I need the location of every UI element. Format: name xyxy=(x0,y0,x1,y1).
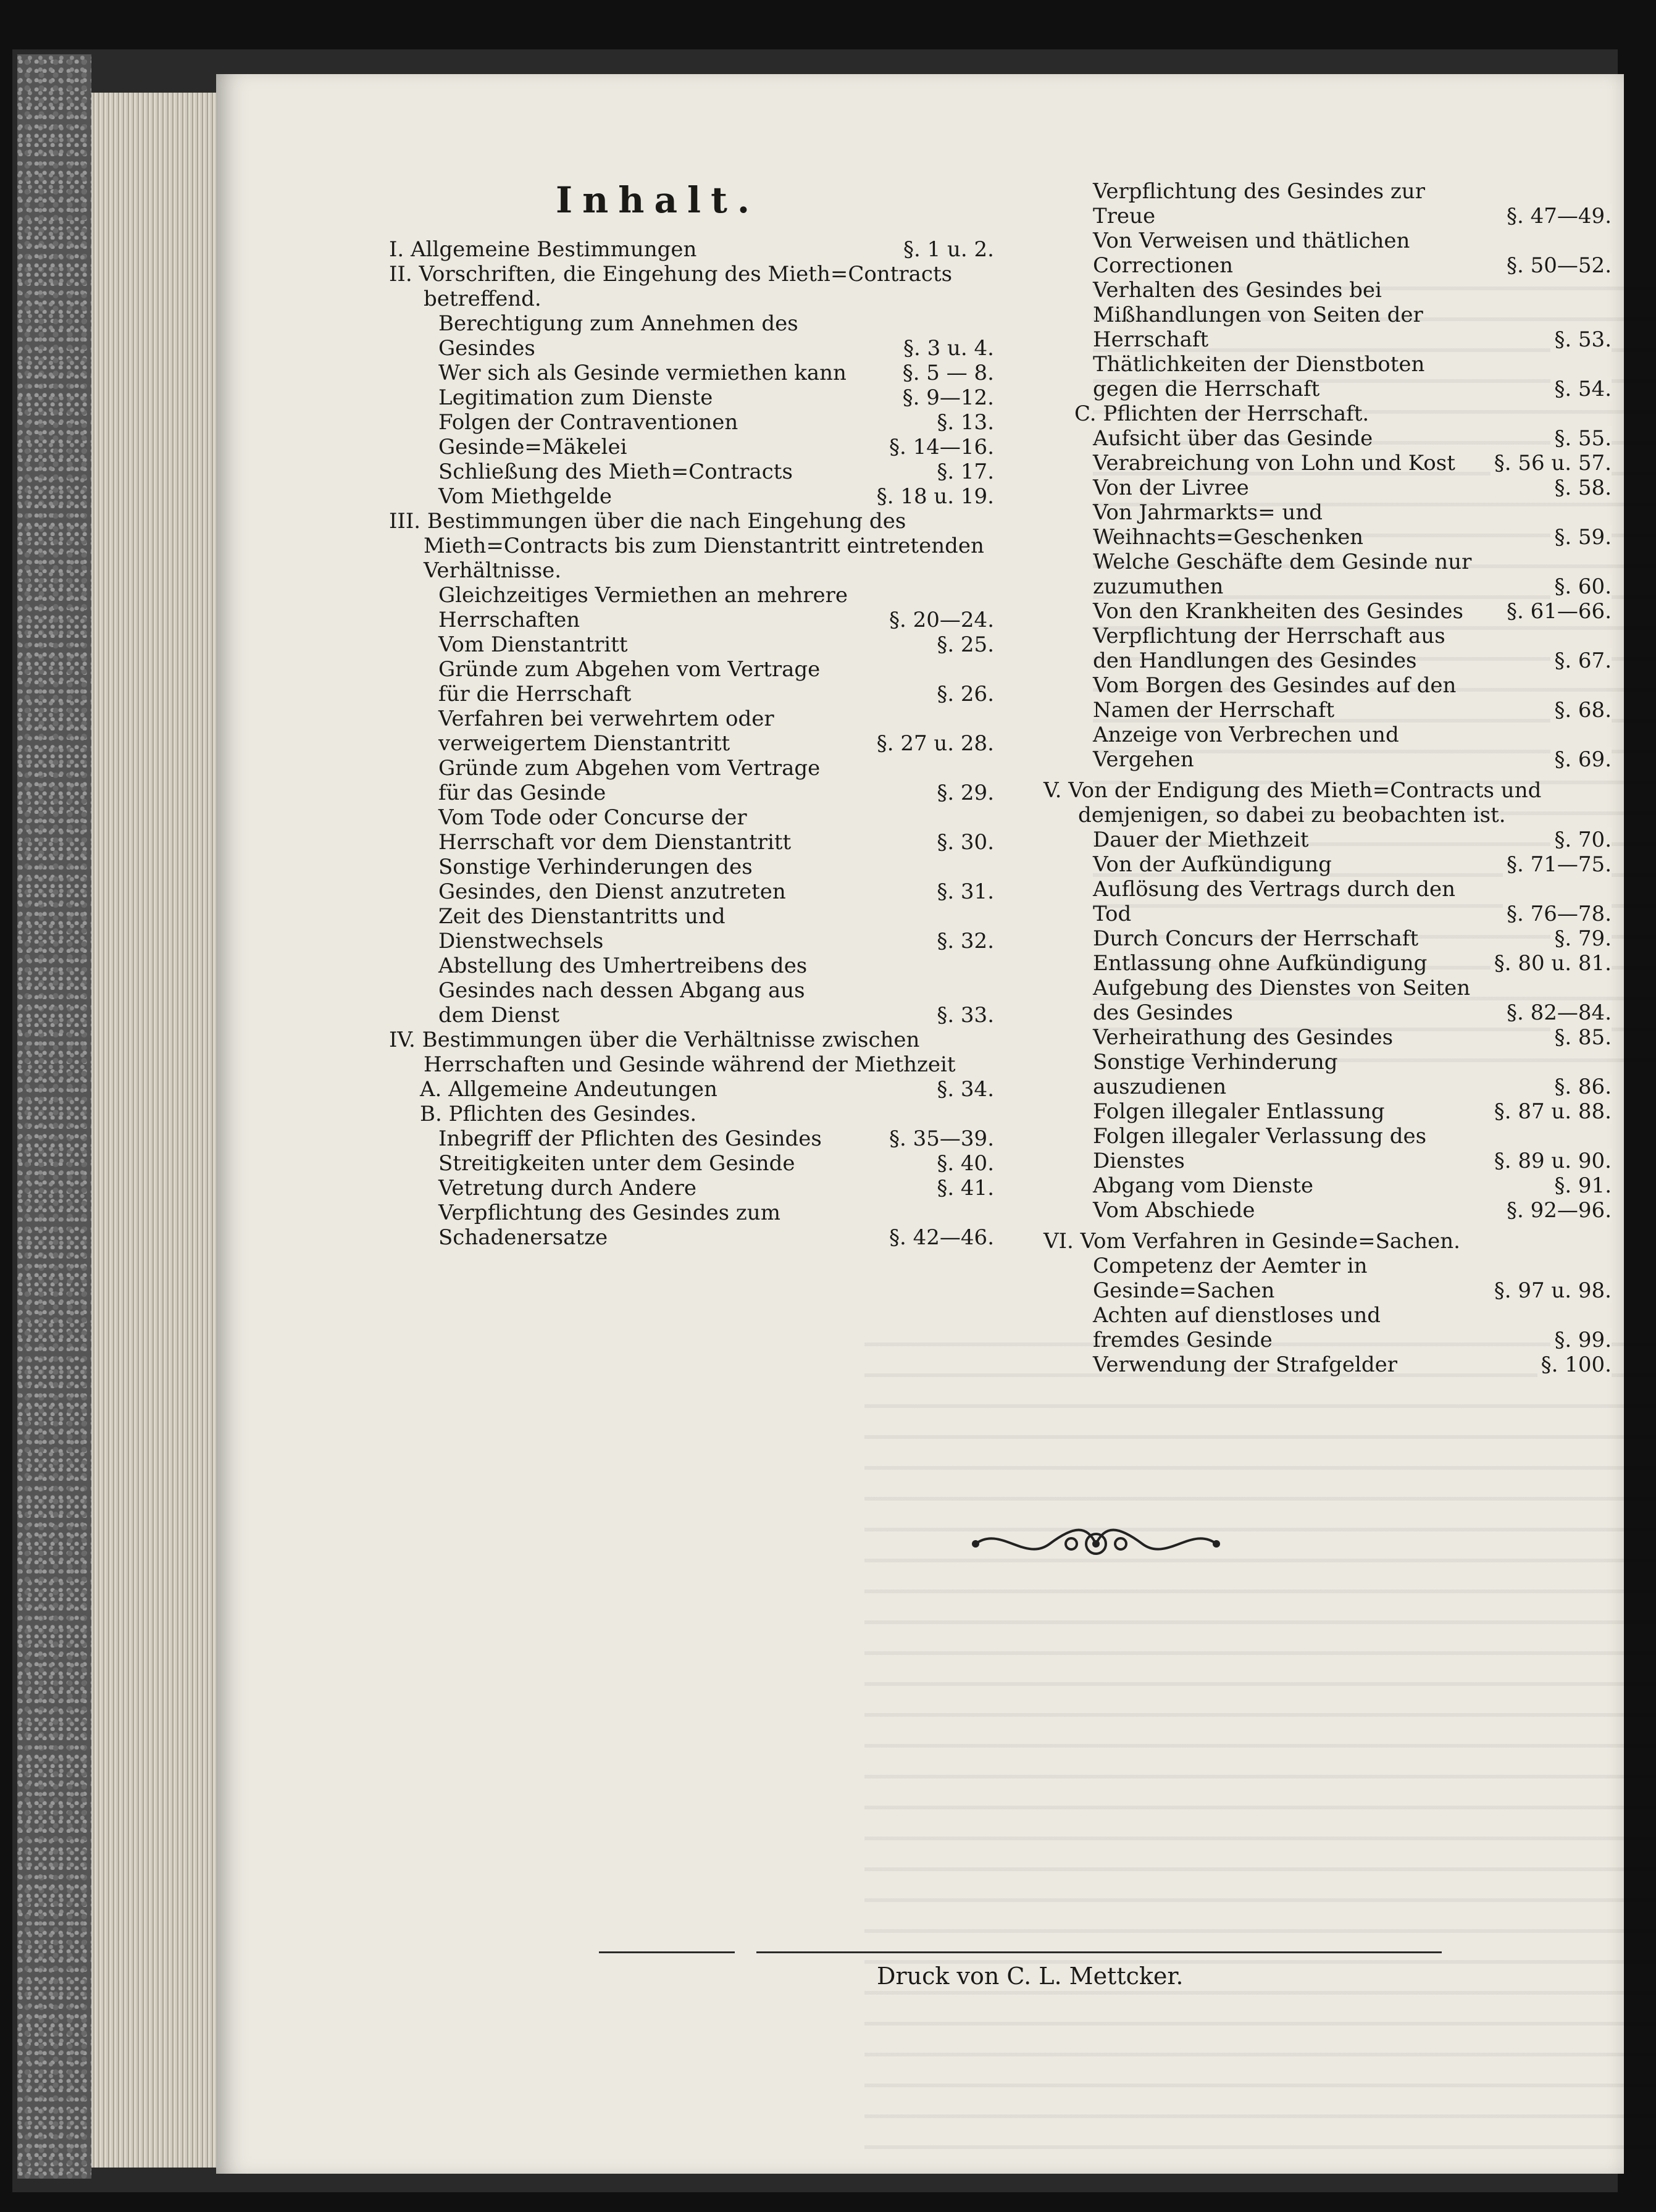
toc-entry xyxy=(1043,723,1612,772)
toc-entry-paragraph-ref: §. 13. xyxy=(933,410,994,435)
toc-entry-title: Schließung des Mieth=Contracts xyxy=(438,459,793,484)
toc-entry xyxy=(1043,278,1612,352)
toc-entry-paragraph-ref: §. 58. xyxy=(1550,475,1612,500)
toc-entry-title: Von Verweisen und thätlichen Correctionen xyxy=(1093,228,1410,278)
toc-entry xyxy=(1043,1254,1612,1303)
toc-entry-title: Wer sich als Gesinde vermiethen kann xyxy=(438,361,847,385)
toc-entry-title: Berechtigung zum Annehmen des Gesindes xyxy=(438,311,798,361)
toc-entry-title: Inbegriff der Pflichten des Gesindes xyxy=(438,1126,822,1151)
toc-entry-title: Von der Aufkündigung xyxy=(1093,852,1332,877)
toc-entry xyxy=(389,237,994,262)
toc-entry-paragraph-ref: §. 26. xyxy=(933,682,994,706)
toc-entry-title: Verpflichtung des Gesindes zur Treue xyxy=(1093,179,1425,228)
toc-entry-paragraph-ref: §. 87 u. 88. xyxy=(1491,1099,1612,1124)
toc-entry-paragraph-ref: §. 59. xyxy=(1550,525,1612,550)
toc-entry xyxy=(1043,550,1612,599)
toc-entry xyxy=(1043,1229,1612,1254)
toc-entry-title: Sonstige Verhinderung auszudienen xyxy=(1093,1050,1338,1099)
toc-entry xyxy=(1043,624,1612,673)
toc-entry-title: Vetretung durch Andere xyxy=(438,1176,696,1200)
toc-entry-title: Auflösung des Vertrags durch den Tod xyxy=(1093,877,1456,926)
toc-entry-title: VI. Vom Verfahren in Gesinde=Sachen. xyxy=(1043,1229,1460,1254)
bleed-through xyxy=(864,1322,1656,2149)
toc-entry-paragraph-ref: §. 53. xyxy=(1550,327,1612,352)
toc-entry-title: Vom Miethgelde xyxy=(438,484,612,509)
toc-entry-paragraph-ref: §. 71—75. xyxy=(1503,852,1612,877)
toc-entry-paragraph-ref: §. 17. xyxy=(933,459,994,484)
toc-entry-paragraph-ref: §. 92—96. xyxy=(1503,1198,1612,1223)
toc-entry xyxy=(389,459,994,484)
toc-entry-title: Anzeige von Verbrechen und Vergehen xyxy=(1093,723,1399,772)
toc-entry-paragraph-ref: §. 1 u. 2. xyxy=(903,237,994,262)
toc-entry-paragraph-ref: §. 85. xyxy=(1550,1025,1612,1050)
toc-entry-title: Dauer der Miethzeit xyxy=(1093,827,1309,852)
toc-entry-paragraph-ref: §. 54. xyxy=(1550,377,1612,401)
toc-entry-title: Folgen der Contraventionen xyxy=(438,410,738,435)
toc-entry xyxy=(1043,976,1612,1025)
toc-entry xyxy=(389,1151,994,1176)
toc-entry xyxy=(1043,401,1612,426)
page-edges xyxy=(91,93,221,2168)
toc-entry xyxy=(1043,877,1612,926)
toc-entry xyxy=(1043,475,1612,500)
toc-entry-paragraph-ref: §. 3 u. 4. xyxy=(900,336,994,361)
toc-entry xyxy=(1043,1352,1612,1377)
toc-entry-paragraph-ref: §. 42—46. xyxy=(885,1225,994,1250)
toc-entry-title: Welche Geschäfte dem Gesinde nur zuzumuthen xyxy=(1093,550,1472,599)
toc-entry-title: Von der Livree xyxy=(1093,475,1249,500)
toc-entry xyxy=(389,657,994,706)
toc-entry-paragraph-ref: §. 14—16. xyxy=(885,435,994,459)
toc-entry-paragraph-ref: §. 68. xyxy=(1550,698,1612,723)
toc-entry-title: A. Allgemeine Andeutungen xyxy=(420,1077,717,1102)
toc-entry-title: Competenz der Aemter in Gesinde=Sachen xyxy=(1093,1254,1368,1303)
toc-entry-title: Sonstige Verhinderungen des Gesindes, den Dienst anzutreten xyxy=(438,855,786,904)
toc-entry-title: Von den Krankheiten des Gesindes xyxy=(1093,599,1463,624)
toc-entry xyxy=(389,953,994,1028)
toc-entry-paragraph-ref: §. 99. xyxy=(1550,1328,1612,1352)
toc-entry xyxy=(389,484,994,509)
toc-entry xyxy=(389,410,994,435)
toc-entry-paragraph-ref: §. 97 u. 98. xyxy=(1491,1278,1612,1303)
toc-entry-paragraph-ref: §. 60. xyxy=(1550,574,1612,599)
toc-entry-title: Aufgebung des Dienstes von Seiten des Gesindes xyxy=(1093,976,1471,1025)
toc-entry xyxy=(389,583,994,632)
toc-entry-paragraph-ref: §. 56 u. 57. xyxy=(1491,451,1612,475)
toc-entry-title: Gründe zum Abgehen vom Vertrage für die Herrschaft xyxy=(438,657,821,706)
toc-entry-title: Von Jahrmarkts= und Weihnachts=Geschenken xyxy=(1093,500,1364,550)
toc-entry-title: Streitigkeiten unter dem Gesinde xyxy=(438,1151,795,1176)
toc-entry xyxy=(1043,500,1612,550)
toc-entry-title: Durch Concurs der Herrschaft xyxy=(1093,926,1419,951)
toc-entry-paragraph-ref: §. 80 u. 81. xyxy=(1491,951,1612,976)
toc-entry-title: Legitimation zum Dienste xyxy=(438,385,713,410)
toc-entry-paragraph-ref: §. 18 u. 19. xyxy=(873,484,994,509)
toc-entry-title: Achten auf dienstloses und fremdes Gesinde xyxy=(1093,1303,1381,1352)
toc-right-column xyxy=(1043,179,1612,1377)
toc-entry-paragraph-ref: §. 40. xyxy=(933,1151,994,1176)
toc-entry-paragraph-ref: §. 29. xyxy=(933,781,994,805)
toc-entry xyxy=(1043,1099,1612,1124)
toc-entry xyxy=(389,262,994,311)
toc-entry-title: Gesinde=Mäkelei xyxy=(438,435,627,459)
toc-entry-title: Verpflichtung der Herrschaft aus den Handlungen des Gesindes xyxy=(1093,624,1445,673)
toc-entry xyxy=(1043,1124,1612,1173)
toc-entry xyxy=(1043,1050,1612,1099)
printer-imprint: Druck von C. L. Mettcker. xyxy=(877,1963,1184,1990)
toc-entry-title: IV. Bestimmungen über die Verhältnisse zwischen Herrschaften und Gesinde während der Miethzeit xyxy=(389,1028,956,1077)
ornament-icon xyxy=(963,1519,1229,1569)
toc-entry-paragraph-ref: §. 67. xyxy=(1550,648,1612,673)
toc-entry-title: Verpflichtung des Gesindes zum Schadenersatze xyxy=(438,1200,780,1250)
toc-entry-title: Vom Abschiede xyxy=(1093,1198,1255,1223)
toc-entry xyxy=(389,756,994,805)
toc-entry-paragraph-ref: §. 25. xyxy=(933,632,994,657)
toc-entry xyxy=(389,361,994,385)
marbled-cover xyxy=(17,54,91,2179)
toc-entry-paragraph-ref: §. 34. xyxy=(933,1077,994,1102)
toc-entry xyxy=(389,805,994,855)
page-title: Inhalt. xyxy=(556,179,760,221)
toc-entry-title: Vom Tode oder Concurse der Herrschaft vor dem Dienstantritt xyxy=(438,805,792,855)
toc-entry xyxy=(1043,599,1612,624)
toc-entry-title: II. Vorschriften, die Eingehung des Mieth=Contracts betreffend. xyxy=(389,262,953,311)
toc-entry xyxy=(389,632,994,657)
toc-entry-title: Aufsicht über das Gesinde xyxy=(1093,426,1373,451)
toc-entry xyxy=(1043,426,1612,451)
toc-entry-title: I. Allgemeine Bestimmungen xyxy=(389,237,697,262)
toc-entry-title: Verfahren bei verwehrtem oder verweigertem Dienstantritt xyxy=(438,706,774,756)
toc-entry xyxy=(389,1028,994,1077)
toc-entry xyxy=(389,904,994,953)
toc-entry xyxy=(1043,451,1612,475)
toc-entry xyxy=(389,1077,994,1102)
toc-entry xyxy=(1043,926,1612,951)
toc-entry xyxy=(1043,951,1612,976)
toc-entry-title: B. Pflichten des Gesindes. xyxy=(420,1102,697,1126)
toc-entry xyxy=(389,706,994,756)
toc-entry-paragraph-ref: §. 9—12. xyxy=(899,385,994,410)
toc-entry-paragraph-ref: §. 55. xyxy=(1550,426,1612,451)
toc-entry xyxy=(1043,228,1612,278)
toc-entry-paragraph-ref: §. 27 u. 28. xyxy=(873,731,994,756)
toc-entry xyxy=(389,855,994,904)
toc-entry-title: Verwendung der Strafgelder xyxy=(1093,1352,1397,1377)
toc-entry xyxy=(1043,352,1612,401)
toc-entry-paragraph-ref: §. 69. xyxy=(1550,747,1612,772)
toc-entry-paragraph-ref: §. 89 u. 90. xyxy=(1491,1149,1612,1173)
rule-line xyxy=(756,1951,1442,1953)
toc-entry xyxy=(389,1126,994,1151)
toc-entry xyxy=(389,385,994,410)
toc-entry xyxy=(389,1102,994,1126)
toc-left-column xyxy=(389,237,994,1250)
toc-entry-title: Folgen illegaler Verlassung des Dienstes xyxy=(1093,1124,1427,1173)
toc-entry-paragraph-ref: §. 33. xyxy=(933,1003,994,1028)
toc-entry-paragraph-ref: §. 30. xyxy=(933,830,994,855)
toc-entry xyxy=(1043,778,1612,827)
toc-entry-paragraph-ref: §. 91. xyxy=(1550,1173,1612,1198)
toc-entry xyxy=(1043,1198,1612,1223)
toc-entry-title: Vom Borgen des Gesindes auf den Namen der Herrschaft xyxy=(1093,673,1457,723)
toc-entry-paragraph-ref: §. 5 — 8. xyxy=(899,361,994,385)
toc-entry-title: III. Bestimmungen über die nach Eingehung des Mieth=Contracts bis zum Dienstantritt eintretenden Verhältnisse. xyxy=(389,509,984,583)
toc-entry-paragraph-ref: §. 20—24. xyxy=(885,608,994,632)
toc-entry-title: Zeit des Dienstantritts und Dienstwechsels xyxy=(438,904,726,953)
toc-entry xyxy=(389,1176,994,1200)
toc-entry xyxy=(1043,673,1612,723)
rule-line xyxy=(599,1951,735,1953)
toc-entry-title: Folgen illegaler Entlassung xyxy=(1093,1099,1385,1124)
toc-entry-paragraph-ref: §. 31. xyxy=(933,879,994,904)
toc-entry-title: V. Von der Endigung des Mieth=Contracts und demjenigen, so dabei zu beobachten ist. xyxy=(1043,778,1542,827)
toc-entry xyxy=(1043,179,1612,228)
toc-entry-paragraph-ref: §. 100. xyxy=(1537,1352,1612,1377)
toc-entry-title: C. Pflichten der Herrschaft. xyxy=(1074,401,1370,426)
toc-entry-title: Verhalten des Gesindes bei Mißhandlungen von Seiten der Herrschaft xyxy=(1093,278,1423,352)
toc-entry-title: Verabreichung von Lohn und Kost xyxy=(1093,451,1455,475)
toc-entry-title: Vom Dienstantritt xyxy=(438,632,628,657)
toc-entry-title: Abgang vom Dienste xyxy=(1093,1173,1313,1198)
toc-entry-title: Abstellung des Umhertreibens des Gesindes nach dessen Abgang aus dem Dienst xyxy=(438,953,808,1028)
toc-entry-title: Entlassung ohne Aufkündigung xyxy=(1093,951,1428,976)
toc-entry xyxy=(1043,852,1612,877)
toc-entry-paragraph-ref: §. 61—66. xyxy=(1503,599,1612,624)
toc-entry xyxy=(1043,827,1612,852)
toc-entry-title: Gleichzeitiges Vermiethen an mehrere Herrschaften xyxy=(438,583,848,632)
toc-entry xyxy=(389,311,994,361)
toc-entry-paragraph-ref: §. 76—78. xyxy=(1503,902,1612,926)
toc-entry-paragraph-ref: §. 47—49. xyxy=(1503,204,1612,228)
toc-entry xyxy=(1043,1173,1612,1198)
toc-entry xyxy=(389,1200,994,1250)
toc-entry xyxy=(1043,1025,1612,1050)
toc-entry-paragraph-ref: §. 35—39. xyxy=(885,1126,994,1151)
toc-entry xyxy=(389,509,994,583)
toc-entry-paragraph-ref: §. 32. xyxy=(933,929,994,953)
toc-entry-title: Verheirathung des Gesindes xyxy=(1093,1025,1394,1050)
toc-entry-paragraph-ref: §. 86. xyxy=(1550,1075,1612,1099)
toc-entry-paragraph-ref: §. 50—52. xyxy=(1503,253,1612,278)
toc-entry xyxy=(389,435,994,459)
toc-entry xyxy=(1043,1303,1612,1352)
toc-entry-title: Thätlichkeiten der Dienstboten gegen die Herrschaft xyxy=(1093,352,1425,401)
toc-entry-title: Gründe zum Abgehen vom Vertrage für das Gesinde xyxy=(438,756,821,805)
toc-entry-paragraph-ref: §. 70. xyxy=(1550,827,1612,852)
toc-entry-paragraph-ref: §. 41. xyxy=(933,1176,994,1200)
toc-entry-paragraph-ref: §. 79. xyxy=(1550,926,1612,951)
toc-entry-paragraph-ref: §. 82—84. xyxy=(1503,1000,1612,1025)
